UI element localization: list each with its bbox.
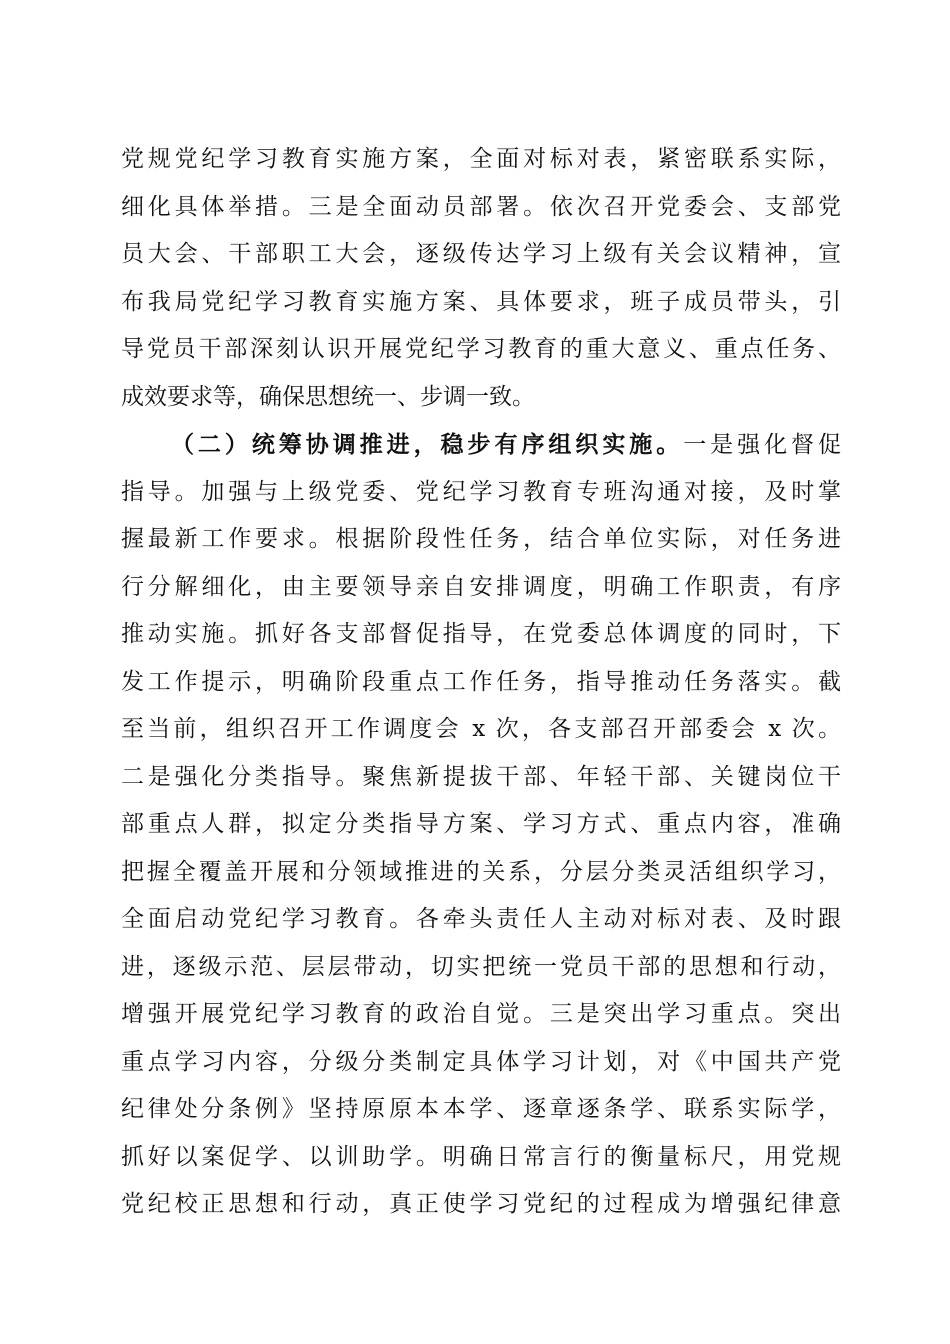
text-line: 纪律处分条例》坚持原原本本学、逐章逐条学、联系实际学，	[121, 1096, 841, 1122]
document-body	[121, 136, 841, 1229]
section-heading-line	[121, 421, 841, 469]
text-line: 把握全覆盖开展和分领域推进的关系，分层分类灵活组织学习，	[121, 858, 841, 885]
text-line: 增强开展党纪学习教育的政治自觉。三是突出学习重点。突出	[121, 1001, 841, 1027]
section-heading-continuation: 一是强化督促	[683, 432, 842, 458]
text-line: 至当前，组织召开工作调度会 x 次，各支部召开部委会 x 次。	[121, 716, 841, 742]
text-line: 行分解细化，由主要领导亲自安排调度，明确工作职责，有序	[121, 573, 841, 600]
text-line: 成效要求等，确保思想统一、步调一致。	[121, 383, 535, 410]
text-line: 重点学习内容，分级分类制定具体学习计划，对《中国共产党	[121, 1048, 841, 1075]
text-line: 细化具体举措。三是全面动员部署。依次召开党委会、支部党	[121, 193, 841, 220]
text-line: 全面启动党纪学习教育。各牵头责任人主动对标对表、及时跟	[121, 906, 841, 932]
text-line: 部重点人群，拟定分类指导方案、学习方式、重点内容，准确	[121, 811, 841, 837]
text-line: 握最新工作要求。根据阶段性任务，结合单位实际，对任务进	[121, 526, 841, 552]
text-line: 二是强化分类指导。聚焦新提拔干部、年轻干部、关键岗位干	[121, 763, 841, 790]
text-line: 进，逐级示范、层层带动，切实把统一党员干部的思想和行动，	[121, 953, 841, 980]
text-line: 员大会、干部职工大会，逐级传达学习上级有关会议精神，宣	[121, 241, 841, 267]
text-line: 布我局党纪学习教育实施方案、具体要求，班子成员带头，引	[121, 288, 841, 315]
text-line: 导党员干部深刻认识开展党纪学习教育的重大意义、重点任务、	[121, 336, 841, 362]
text-line: 发工作提示，明确阶段重点工作任务，指导推动任务落实。截	[121, 668, 841, 695]
text-line: 指导。加强与上级党委、党纪学习教育专班沟通对接，及时掌	[121, 478, 841, 505]
text-line: 党纪校正思想和行动，真正使学习党纪的过程成为增强纪律意	[121, 1191, 841, 1217]
text-line: 抓好以案促学、以训助学。明确日常言行的衡量标尺，用党规	[121, 1143, 841, 1170]
section-heading: （二）统筹协调推进，稳步有序组织实施。	[167, 431, 684, 458]
text-line: 推动实施。抓好各支部督促指导，在党委总体调度的同时，下	[121, 621, 841, 647]
text-line: 党规党纪学习教育实施方案，全面对标对表，紧密联系实际，	[121, 146, 841, 172]
